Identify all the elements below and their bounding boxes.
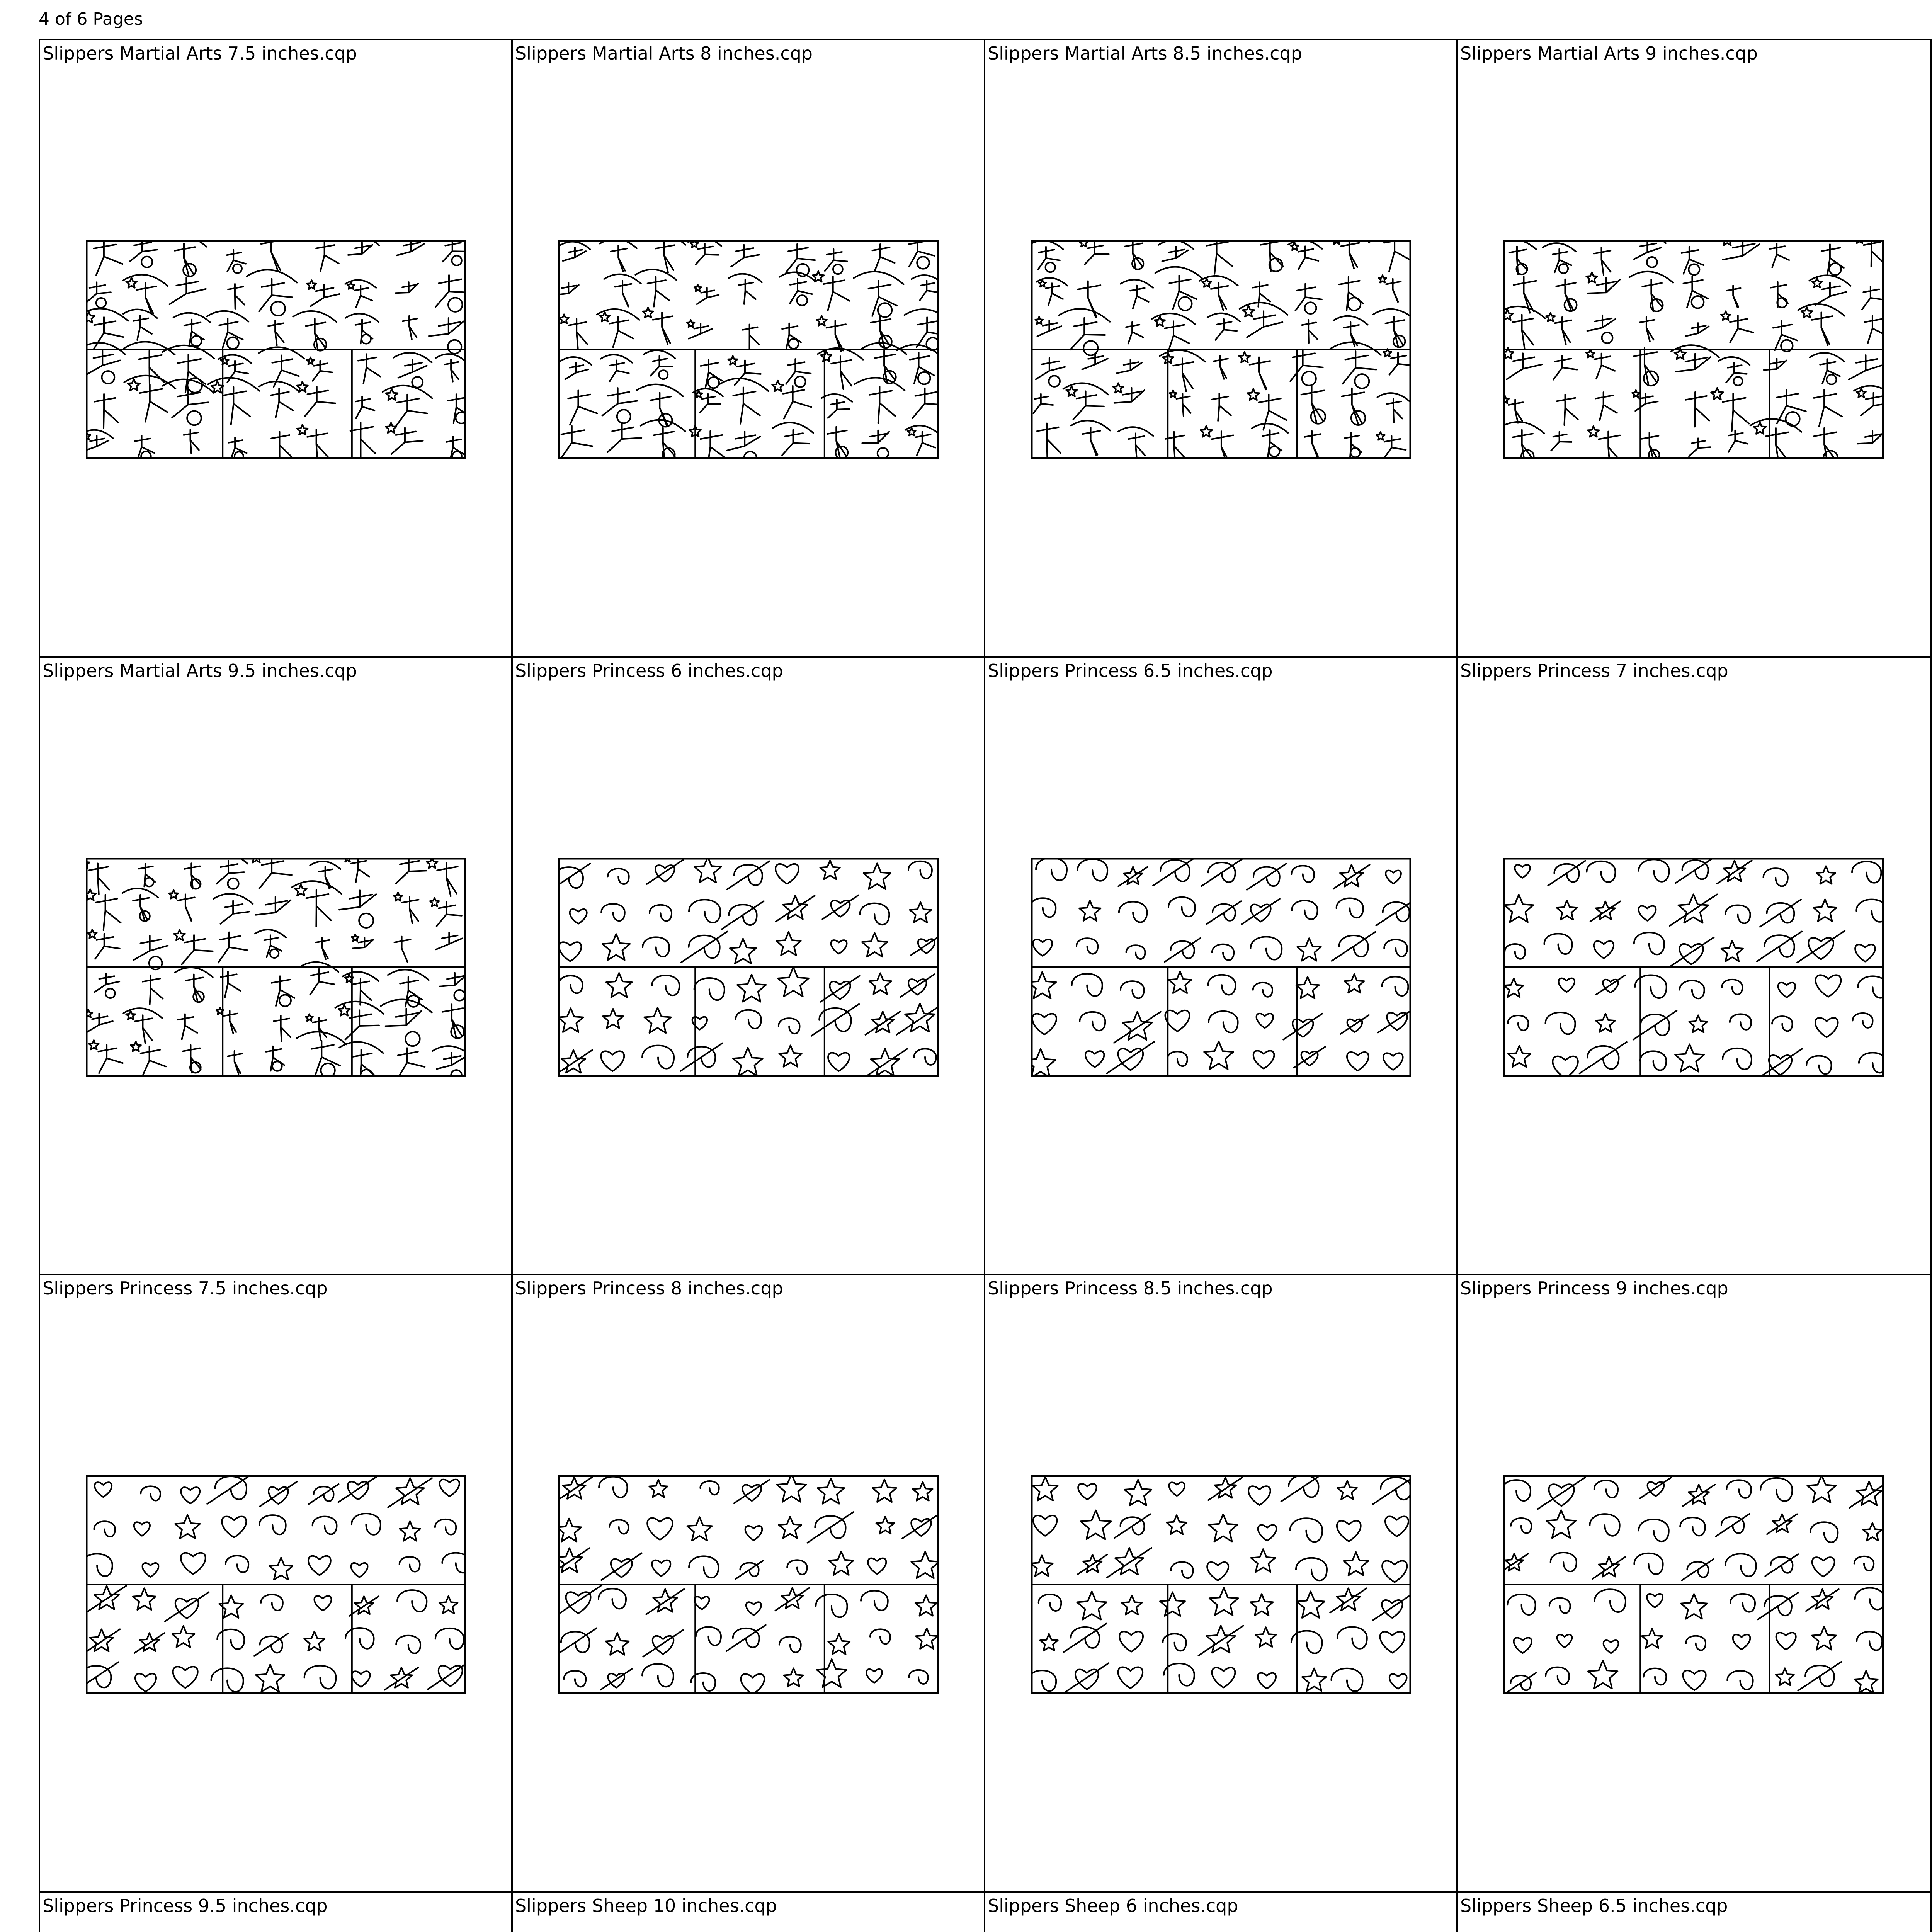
pattern-lineart <box>558 240 939 459</box>
pattern-lineart <box>1503 858 1884 1077</box>
pattern-preview <box>1031 858 1411 1077</box>
pattern-preview <box>1031 1475 1411 1694</box>
pattern-preview <box>558 240 939 459</box>
pattern-preview <box>1031 240 1411 459</box>
pattern-lineart <box>86 858 466 1077</box>
pattern-lineart <box>1503 1475 1884 1694</box>
pattern-preview <box>86 1475 466 1694</box>
file-name: Slippers Sheep 6.5 inches.cqp <box>1460 1895 1728 1916</box>
pattern-cell[interactable] <box>1458 658 1930 1275</box>
pattern-cell[interactable] <box>985 1275 1458 1893</box>
pattern-preview <box>558 858 939 1077</box>
pattern-cell[interactable] <box>40 658 513 1275</box>
file-name: Slippers Princess 7 inches.cqp <box>1460 660 1728 681</box>
pattern-cell[interactable] <box>985 658 1458 1275</box>
file-name: Slippers Princess 6.5 inches.cqp <box>988 660 1273 681</box>
pattern-lineart <box>1031 1475 1411 1694</box>
pattern-cell[interactable] <box>1458 1893 1930 1932</box>
pattern-cell[interactable] <box>513 1893 985 1932</box>
pattern-cell[interactable] <box>985 40 1458 658</box>
file-name: Slippers Martial Arts 8 inches.cqp <box>515 43 813 64</box>
pattern-preview <box>86 240 466 459</box>
pattern-cell[interactable] <box>985 1893 1458 1932</box>
file-name: Slippers Martial Arts 9 inches.cqp <box>1460 43 1758 64</box>
pattern-cell[interactable] <box>1458 1275 1930 1893</box>
page-number-label: 4 of 6 Pages <box>39 9 143 29</box>
file-name: Slippers Martial Arts 8.5 inches.cqp <box>988 43 1302 64</box>
file-name: Slippers Princess 8 inches.cqp <box>515 1278 783 1299</box>
pattern-grid <box>39 39 1932 1932</box>
file-name: Slippers Princess 9 inches.cqp <box>1460 1278 1728 1299</box>
pattern-lineart <box>558 858 939 1077</box>
file-name: Slippers Princess 7.5 inches.cqp <box>43 1278 328 1299</box>
pattern-preview <box>1503 1475 1884 1694</box>
file-name: Slippers Princess 8.5 inches.cqp <box>988 1278 1273 1299</box>
pattern-lineart <box>1031 240 1411 459</box>
pattern-cell[interactable] <box>40 1275 513 1893</box>
file-name: Slippers Princess 6 inches.cqp <box>515 660 783 681</box>
file-name: Slippers Martial Arts 9.5 inches.cqp <box>43 660 357 681</box>
file-name: Slippers Martial Arts 7.5 inches.cqp <box>43 43 357 64</box>
pattern-lineart <box>1503 240 1884 459</box>
file-name: Slippers Sheep 10 inches.cqp <box>515 1895 777 1916</box>
pattern-cell[interactable] <box>513 658 985 1275</box>
pattern-motif-lines <box>86 1475 466 1692</box>
pattern-lineart <box>86 240 466 459</box>
file-name: Slippers Princess 9.5 inches.cqp <box>43 1895 328 1916</box>
pattern-cell[interactable] <box>1458 40 1930 658</box>
pattern-preview <box>558 1475 939 1694</box>
pattern-cell[interactable] <box>40 1893 513 1932</box>
pattern-cell[interactable] <box>513 40 985 658</box>
pattern-lineart <box>558 1475 939 1694</box>
pattern-preview <box>1503 240 1884 459</box>
pattern-cell[interactable] <box>513 1275 985 1893</box>
pattern-cell[interactable] <box>40 40 513 658</box>
file-name: Slippers Sheep 6 inches.cqp <box>988 1895 1238 1916</box>
pattern-lineart <box>1031 858 1411 1077</box>
pattern-preview <box>1503 858 1884 1077</box>
pattern-lineart <box>86 1475 466 1694</box>
pattern-preview <box>86 858 466 1077</box>
pattern-motif-lines <box>1031 1475 1411 1692</box>
